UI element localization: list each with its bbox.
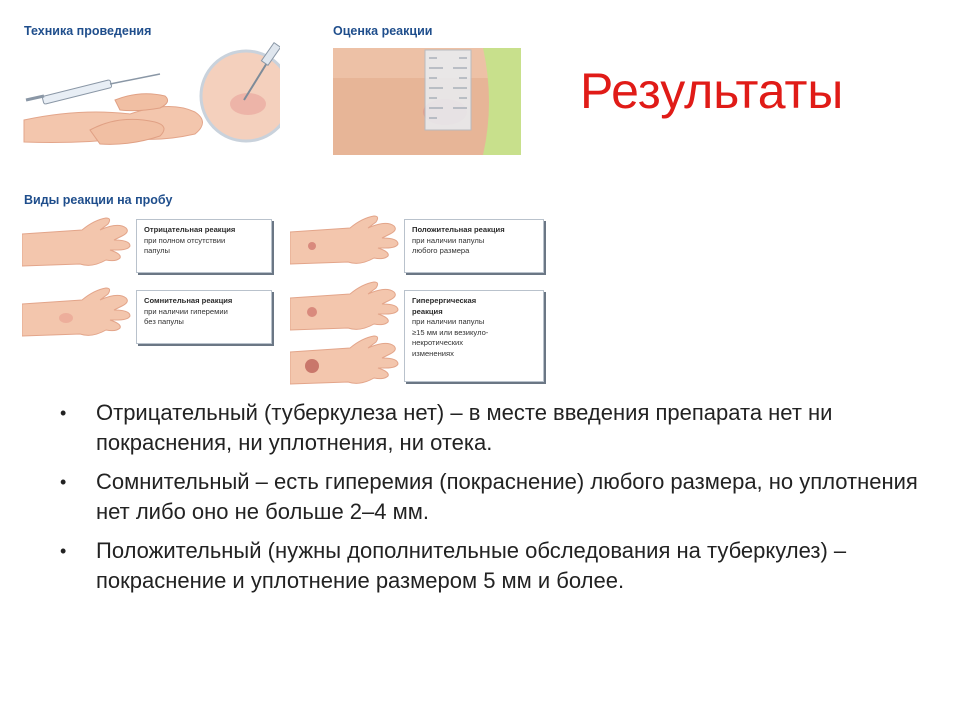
card-title: Гиперергическая bbox=[412, 296, 477, 305]
assessment-label: Оценка реакции bbox=[333, 24, 433, 38]
card-title: Сомнительная реакция bbox=[144, 296, 233, 305]
technique-illustration bbox=[20, 30, 280, 160]
card-line: изменениях bbox=[412, 348, 454, 358]
types-label: Виды реакции на пробу bbox=[24, 193, 173, 207]
card-line: при полном отсутствии bbox=[144, 235, 226, 245]
bullet-dot-icon: • bbox=[60, 541, 67, 561]
hand-icon bbox=[290, 330, 402, 392]
bullet-item bbox=[60, 467, 930, 527]
card-doubtful-reaction bbox=[136, 290, 272, 344]
card-negative-reaction bbox=[136, 219, 272, 273]
card-line: при наличии гиперемии bbox=[144, 306, 228, 316]
card-line: папулы bbox=[144, 246, 170, 255]
bullet-item bbox=[60, 398, 930, 458]
card-line: некротических bbox=[412, 338, 464, 347]
assessment-photo bbox=[333, 48, 521, 155]
hand-icon bbox=[22, 212, 134, 274]
card-line: при наличии папулы bbox=[412, 317, 485, 326]
card-title: реакция bbox=[412, 306, 443, 316]
card-positive-reaction bbox=[404, 219, 544, 273]
card-line: ≥15 мм или везикуло- bbox=[412, 327, 489, 337]
hand-icon bbox=[290, 210, 402, 272]
slide-title: Результаты bbox=[580, 63, 844, 119]
bullet-item bbox=[60, 536, 930, 596]
card-line: при наличии папулы bbox=[412, 235, 485, 245]
results-bullet-list bbox=[60, 398, 930, 605]
hand-icon bbox=[22, 282, 134, 344]
card-title: Положительная реакция bbox=[412, 225, 505, 234]
bullet-dot-icon: • bbox=[60, 403, 67, 423]
card-hyperergic-reaction bbox=[404, 290, 544, 382]
ruler-icon bbox=[425, 50, 471, 130]
technique-label: Техника проведения bbox=[24, 24, 152, 38]
card-title: Отрицательная реакция bbox=[144, 225, 236, 234]
card-line: без папулы bbox=[144, 317, 184, 326]
bullet-text: Положительный (нужны дополнительные обследования на туберкулез) – покраснение и уплотнение размером 5 мм и более. bbox=[96, 538, 847, 593]
bullet-text: Сомнительный – есть гиперемия (покраснение) любого размера, но уплотнения нет либо оно не больше 2–4 мм. bbox=[96, 469, 918, 524]
bullet-dot-icon: • bbox=[60, 472, 67, 492]
hand-icon bbox=[290, 276, 402, 338]
card-line: любого размера bbox=[412, 246, 470, 255]
bullet-text: Отрицательный (туберкулеза нет) – в месте введения препарата нет ни покраснения, ни уплотнения, ни отека. bbox=[96, 400, 833, 455]
